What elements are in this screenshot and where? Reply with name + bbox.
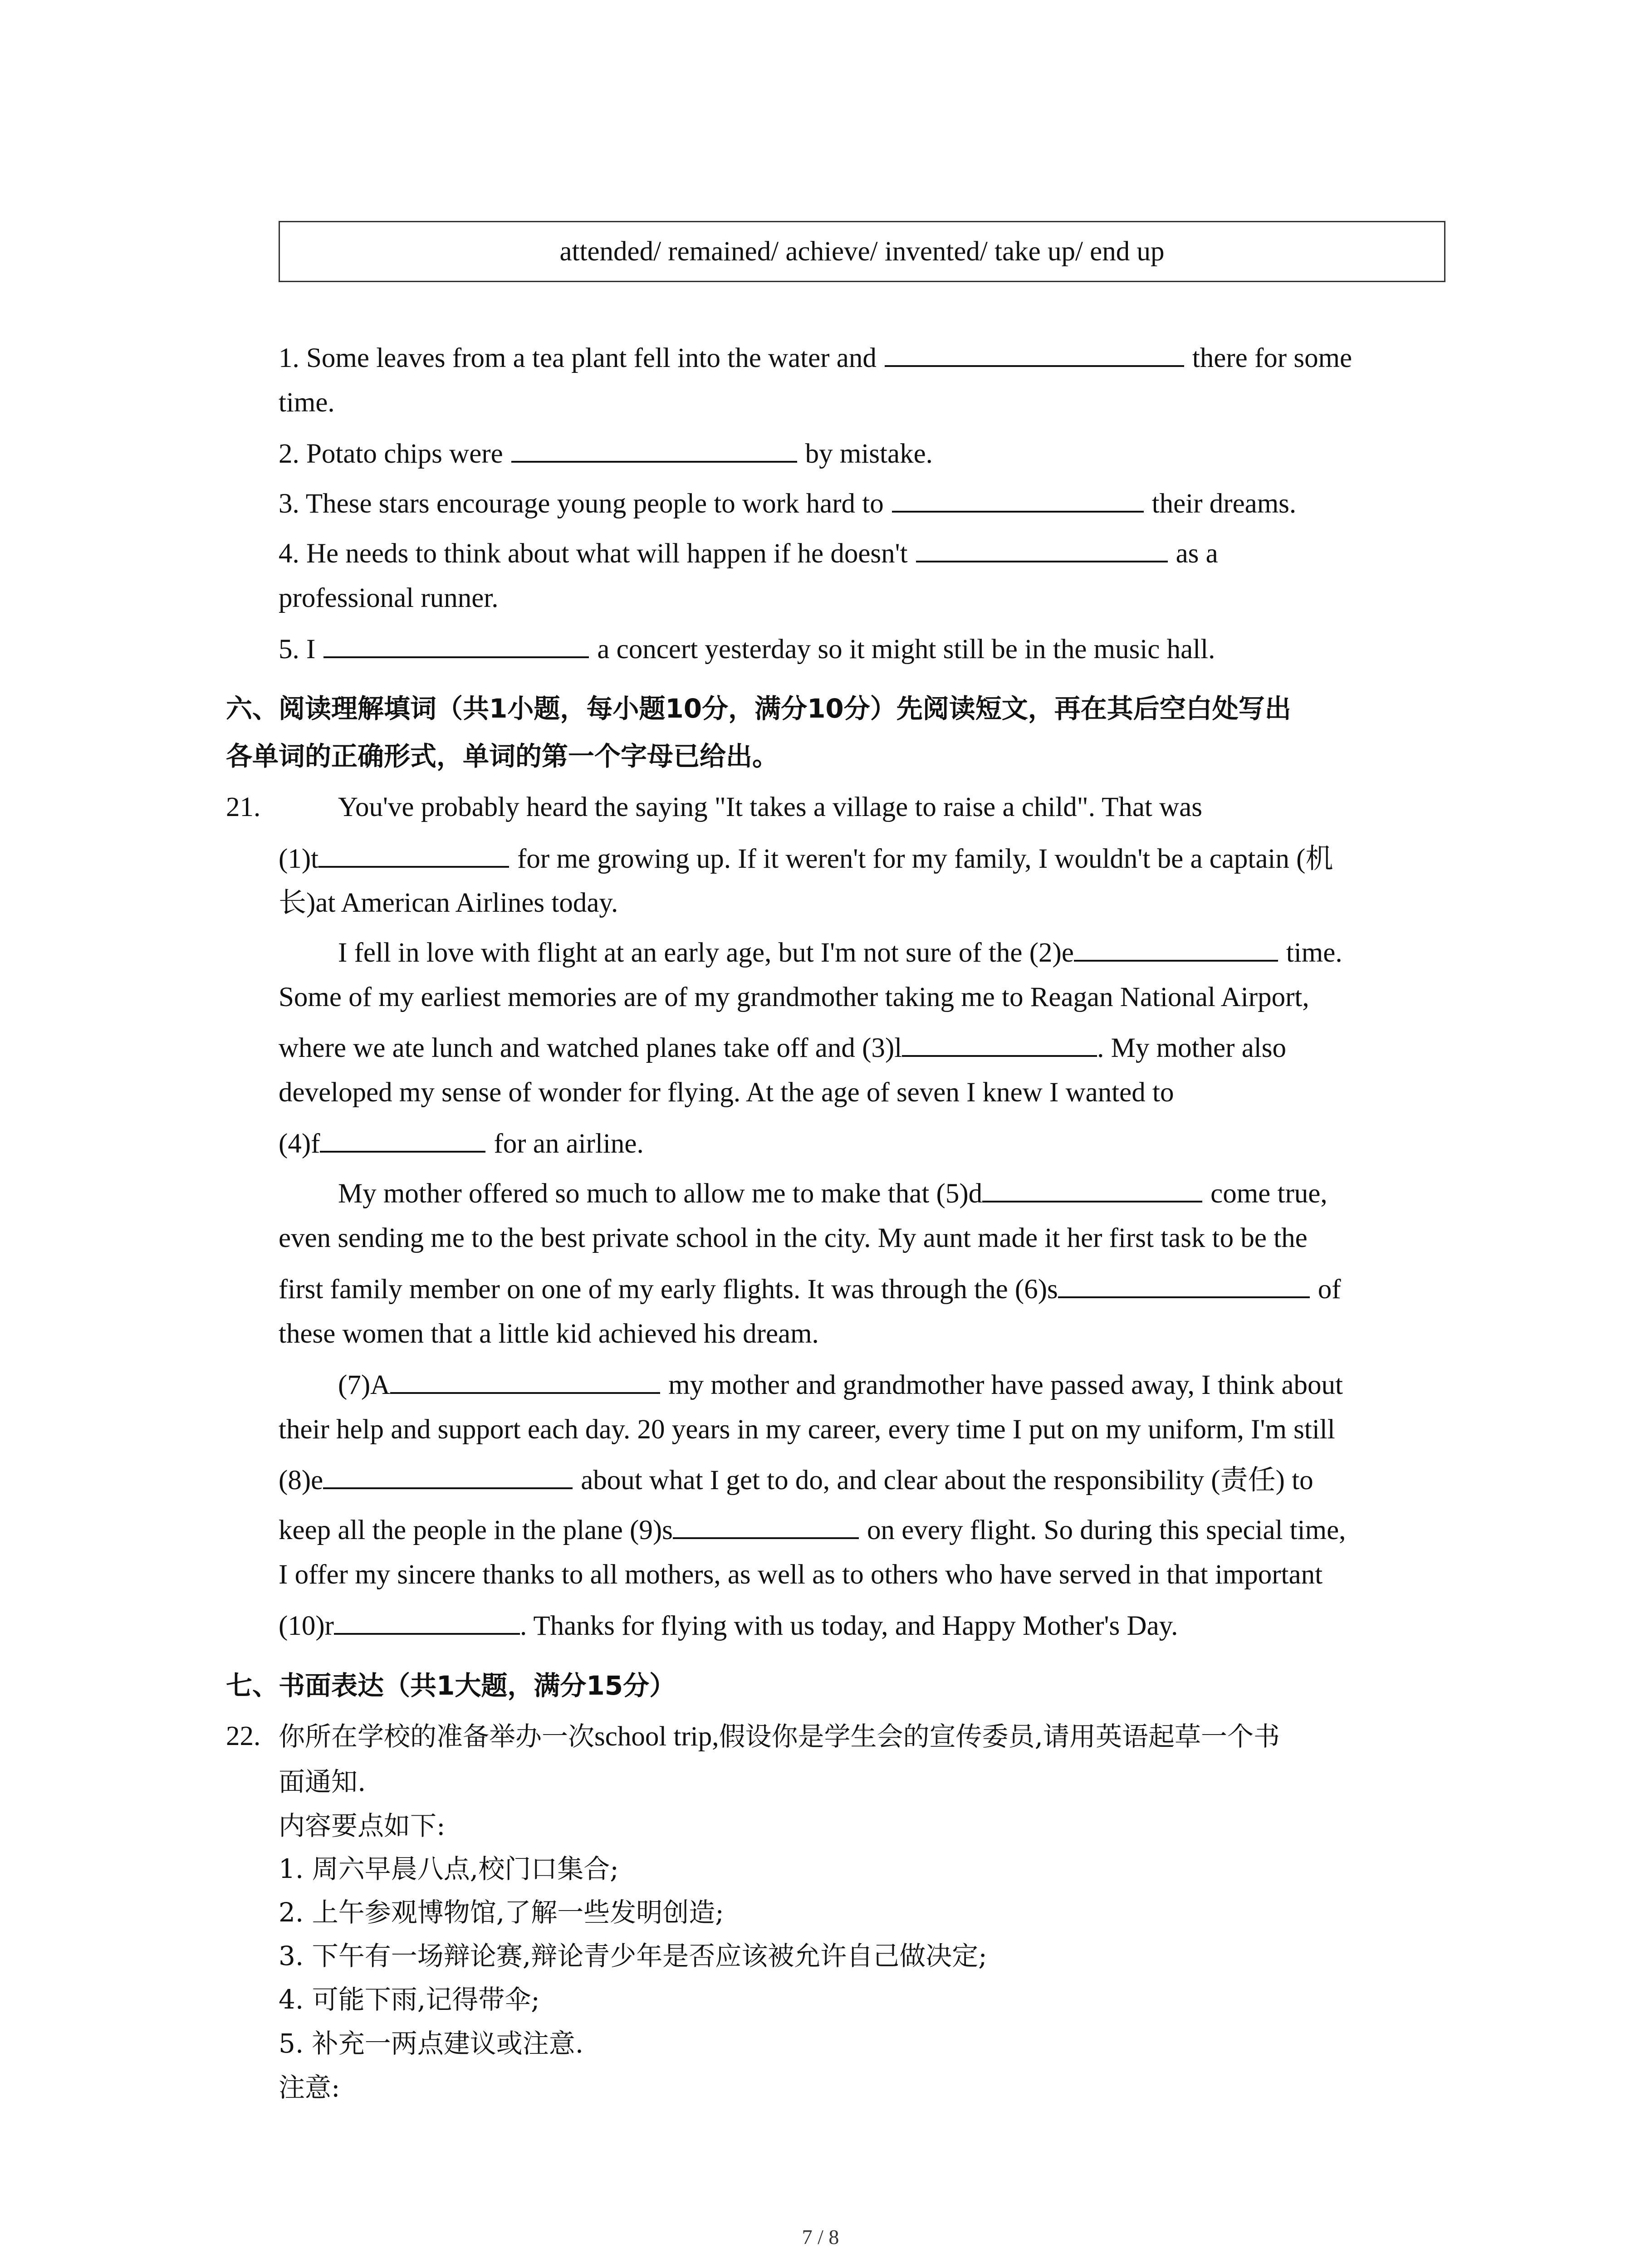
passage-text: ) to [1275,1465,1313,1496]
item-5-text-b: a concert yesterday so it might still be in the music hall. [597,634,1215,665]
passage-text: I fell in love with flight at an early age, but I'm not sure of the (2)e [338,938,1074,968]
passage-text: (4)f [279,1129,320,1159]
item-3 [279,484,1458,522]
writing-point: 4. 可能下雨,记得带伞; [279,1984,540,2015]
passage-text: 责任 [1220,1464,1276,1496]
passage-line [279,1461,1458,1499]
passage-line [279,1029,1458,1066]
section-6-heading-line-1: 六、阅读理解填词（共1小题，每小题10分，满分10分）先阅读短文，再在其后空白处写出 [226,693,1291,724]
item-1-line-2: time. [279,387,335,418]
item-4-text-a: 4. He needs to think about what will happen if he doesn't [279,538,908,569]
passage-text: my mother and grandmother have passed away, I think about [668,1370,1343,1400]
item-2-text-b: by mistake. [805,439,933,469]
section-6-heading-line-2: 各单词的正确形式，单词的第一个字母已给出。 [226,741,779,772]
item-3-text-b: their dreams. [1151,489,1297,519]
passage-line: their help and support each day. 20 years in my career, every time I put on my uniform, I'm still [279,1414,1335,1445]
word-bank: attended/ remained/ achieve/ invented/ take up/ end up [279,221,1445,282]
writing-prompt-line-2: 面通知. [279,1766,366,1797]
answer-blank[interactable] [902,1029,1097,1057]
writing-prompt-line-1 [279,1718,1458,1755]
answer-blank[interactable] [390,1366,660,1394]
answer-blank[interactable] [892,484,1144,513]
item-3-text-a: 3. These stars encourage young people to work hard to [279,489,884,519]
item-4-line-2: professional runner. [279,583,499,613]
passage-text: for me growing up. If it weren't for my family, I wouldn't be a captain ( [517,844,1306,874]
answer-blank[interactable] [320,1124,485,1153]
item-4-line-1 [279,534,1458,572]
passage-text: for an airline. [494,1129,644,1159]
prompt-text: 你所在学校的准备举办一次 [279,1721,595,1752]
section-7-heading: 七、书面表达（共1大题，满分15分） [226,1670,676,1701]
passage-text: time. [1286,938,1342,968]
item-2-text-a: 2. Potato chips were [279,439,503,469]
answer-blank[interactable] [318,840,509,868]
passage-line: even sending me to the best private school in the city. My aunt made it her first task to be the [279,1223,1308,1253]
passage-text: keep all the people in the plane (9)s [279,1515,673,1545]
passage-text: first family member on one of my early flights. It was through the (6)s [279,1274,1058,1305]
answer-blank[interactable] [511,435,797,463]
writing-point: 2. 上午参观博物馆,了解一些发明创造; [279,1897,724,1928]
page-number: 7 / 8 [802,2225,839,2248]
answer-blank[interactable] [673,1511,859,1539]
item-1-line-1 [279,339,1458,376]
item-5-text-a: 5. I [279,634,316,665]
answer-blank[interactable] [1058,1270,1310,1298]
passage-text: 机 [1305,842,1333,875]
question-number: 21. [226,792,261,822]
passage-line [279,1124,1458,1162]
passage-line [279,1270,1458,1308]
item-5 [279,630,1458,668]
passage-text: (10)r [279,1611,334,1641]
writing-point: 5. 补充一两点建议或注意. [279,2028,584,2059]
passage-text: about what I get to do, and clear about the responsibility ( [581,1465,1220,1496]
passage-line [338,934,1518,971]
question-number: 22. [226,1721,261,1751]
answer-blank[interactable] [885,339,1184,367]
writing-point: 1. 周六早晨八点,校门口集合; [279,1853,619,1884]
answer-blank[interactable] [334,1607,520,1635]
answer-blank[interactable] [982,1174,1202,1202]
passage-text: of [1318,1274,1341,1305]
answer-blank[interactable] [323,1461,573,1489]
passage-text: )at American Airlines today. [306,888,618,918]
answer-blank[interactable] [916,534,1168,562]
prompt-text: school trip, [594,1721,719,1752]
writing-prompt-line-3: 内容要点如下: [279,1810,446,1841]
passage-line: these women that a little kid achieved his dream. [279,1319,819,1349]
prompt-text: 假设你是学生会的宣传委员,请用英语起草一个书 [719,1721,1280,1752]
passage-text: (7)A [338,1370,391,1400]
passage-line [279,840,1458,877]
writing-point: 3. 下午有一场辩论赛,辩论青少年是否应该被允许自己做决定; [279,1941,987,1971]
passage-line: Some of my earliest memories are of my grandmother taking me to Reagan National Airport, [279,982,1309,1012]
passage-text: (1)t [279,844,319,874]
writing-note: 注意: [279,2072,340,2103]
item-2 [279,435,1458,472]
passage-text: where we ate lunch and watched planes take off and (3)l [279,1033,902,1063]
passage-text: My mother offered so much to allow me to make that (5)d [338,1178,983,1209]
passage-line [279,1607,1458,1644]
passage-line: I offer my sincere thanks to all mothers, as well as to others who have served in that important [279,1559,1323,1590]
passage-line [338,1174,1518,1212]
item-4-text-b: as a [1176,538,1218,569]
passage-line: You've probably heard the saying "It takes a village to raise a child". That was [338,792,1202,822]
passage-line: developed my sense of wonder for flying. At the age of seven I knew I wanted to [279,1077,1174,1108]
passage-line [279,885,1458,921]
passage-text: 长 [279,886,307,919]
item-1-text-a: 1. Some leaves from a tea plant fell into the water and [279,343,877,373]
passage-text: . Thanks for flying with us today, and Happy Mother's Day. [519,1611,1178,1641]
answer-blank[interactable] [1074,934,1278,962]
passage-line [279,1511,1458,1549]
answer-blank[interactable] [323,630,589,658]
passage-line [338,1366,1518,1403]
passage-text: (8)e [279,1465,323,1496]
passage-text: come true, [1210,1178,1327,1209]
item-1-text-b: there for some [1192,343,1352,373]
passage-text: . My mother also [1097,1033,1286,1063]
passage-text: on every flight. So during this special time, [867,1515,1346,1545]
